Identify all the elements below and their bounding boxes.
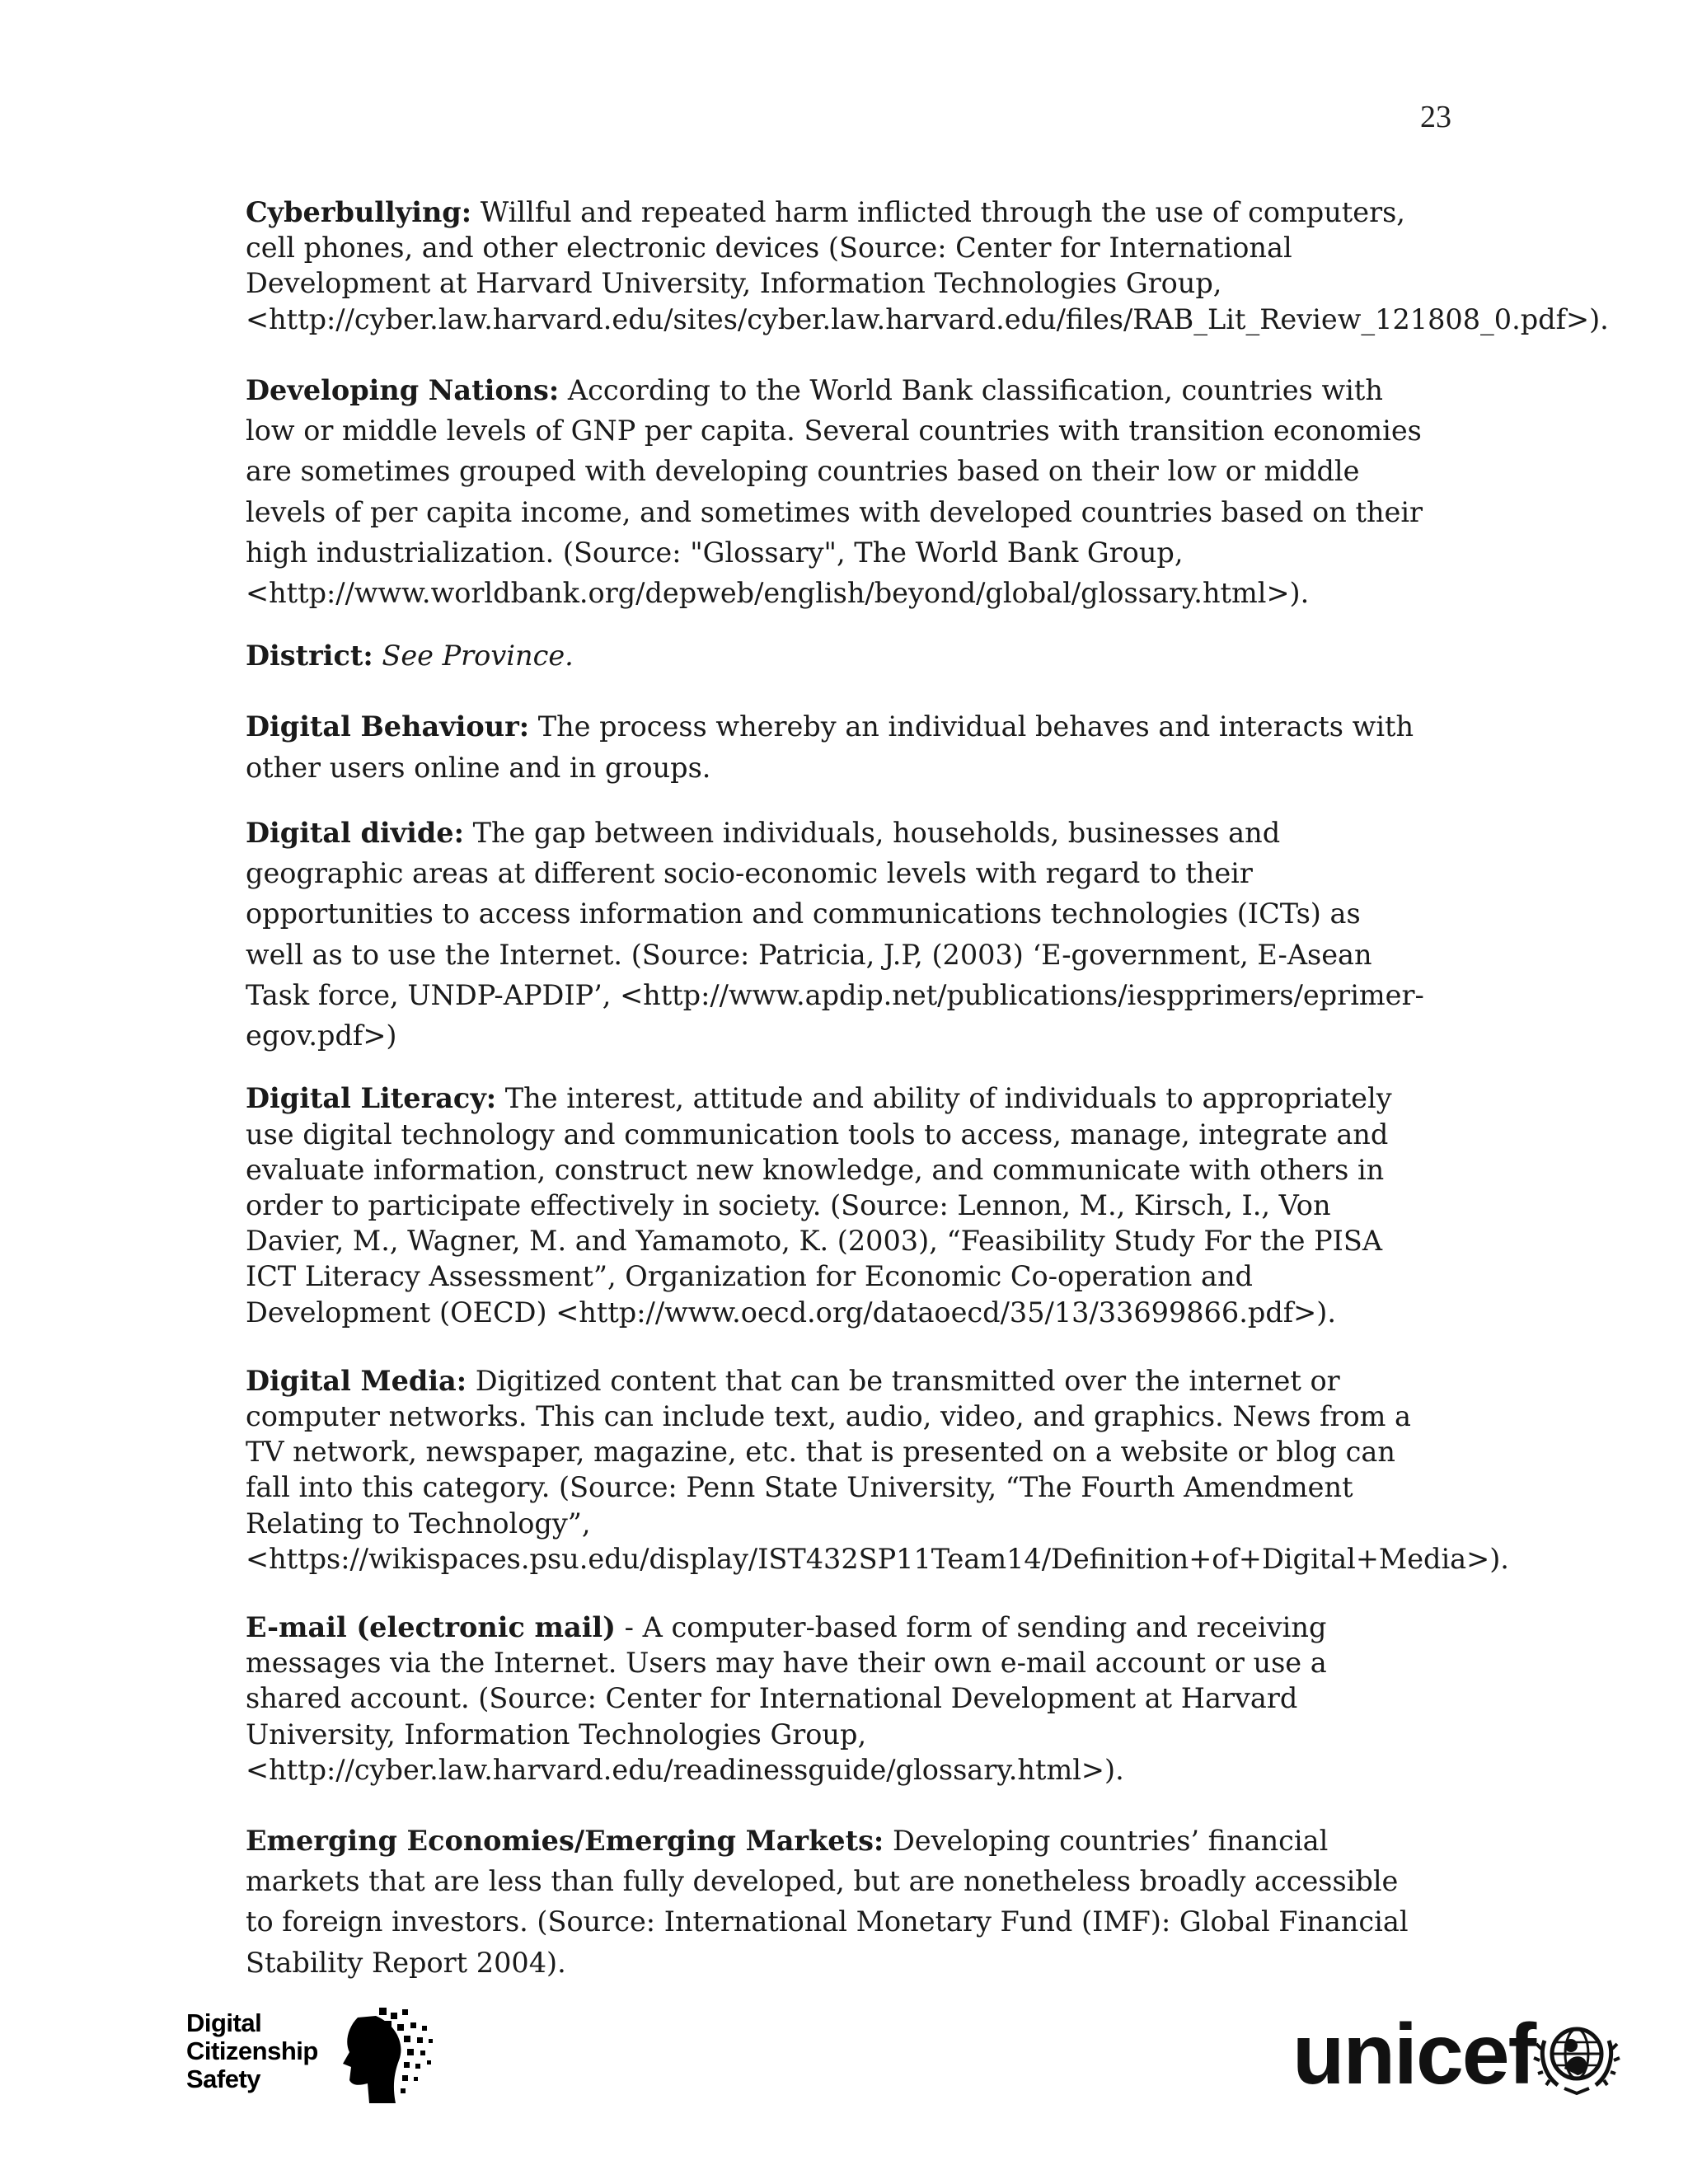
glossary-entry-emerging-economies (246, 1821, 1424, 1983)
glossary-term: E-mail (electronic mail) (246, 1610, 616, 1643)
glossary-definition: The process whereby an individual behaves and interacts with other users online and in groups. (246, 710, 1414, 784)
logo-wordmark (186, 2009, 318, 2093)
glossary-definition: Digitized content that can be transmitted over the internet or computer networks. This can include text, audio, video, and graphics. News from a TV network, newspaper, magazine, etc. that is presented on a website or blog can fall into this category. (Source: Penn State University, “The Fourth Amendment Relating to Technology”, <https://wikispaces.psu.edu/display/IST432SP11Team14/Definition+of+Digital+Media>). (246, 1364, 1509, 1575)
glossary-definition: See Province. (373, 640, 574, 673)
glossary-definition: Developing countries’ financial markets that are less than fully developed, but are nonetheless broadly accessible to foreign investors. (Source: International Monetary Fund (IMF): Global Financial Stability Report 2004). (246, 1824, 1409, 1979)
glossary-entry-digital-divide (246, 813, 1424, 1056)
glossary-entry-digital-behaviour (246, 706, 1424, 787)
glossary-term: Digital Behaviour: (246, 710, 530, 743)
glossary-definition: The gap between individuals, households, businesses and geographic areas at different socio-economic levels with regard to their opportunities to access information and communications technologies (ICTs) as well as to use the Internet. (Source: Patricia, J.P, (2003) ‘E-government, E-Asean Task force, UNDP-APDIP’, <http://www.apdip.net/publications/iespprimers/eprimer-egov.pdf>) (246, 816, 1424, 1052)
glossary-content (246, 194, 1609, 2008)
glossary-definition: The interest, attitude and ability of individuals to appropriately use digital technology and communication tools to access, manage, integrate and evaluate information, construct new knowledge, and communicate with others in order to participate effectively in society. (Source: Lennon, M., Kirsch, I., Von Davier, M., Wagner, M. and Yamamoto, K. (2003), “Feasibility Study For the PISA ICT Literacy Assessment”, Organization for Economic Co-operation and Development (OECD) <http://www.oecd.org/dataoecd/35/13/33699866.pdf>). (246, 1082, 1392, 1329)
unicef-logo (1292, 2007, 1639, 2110)
glossary-term: Digital Media: (246, 1364, 467, 1397)
glossary-term: District: (246, 640, 373, 673)
glossary-entry-district (246, 638, 1424, 673)
glossary-entry-developing-nations (246, 370, 1424, 613)
head-profile-pixel-icon (325, 2001, 440, 2116)
glossary-term: Emerging Economies/Emerging Markets: (246, 1824, 884, 1857)
glossary-term: Cyberbullying: (246, 196, 472, 228)
glossary-entry-digital-literacy (246, 1080, 1424, 1329)
glossary-term: Digital divide: (246, 816, 464, 849)
digital-citizenship-safety-logo (186, 2001, 434, 2116)
glossary-definition: - A computer-based form of sending and receiving messages via the Internet. Users may have their own e-mail account or use a shared account. (Source: Center for International Development at Harvard University, Information Technologies Group, <http://cyber.law.harvard.edu/readinessguide/glossary.html>). (246, 1610, 1327, 1786)
glossary-entry-cyberbullying (246, 194, 1609, 337)
glossary-term: Digital Literacy: (246, 1082, 497, 1115)
glossary-entry-digital-media (246, 1363, 1509, 1577)
logo-line: Safety (186, 2064, 261, 2093)
glossary-term: Developing Nations: (246, 373, 560, 406)
logo-line: Digital (186, 2008, 262, 2037)
logo-line: Citizenship (186, 2036, 318, 2065)
glossary-definition: According to the World Bank classification, countries with low or middle levels of GNP per capita. Several countries with transition economies are sometimes grouped with developing countries based on their low or middle levels of per capita income, and sometimes with developed countries based on their high industrialization. (Source: "Glossary", The World Bank Group, <http://www.worldbank.org/depweb/english/beyond/global/glossary.html>). (246, 373, 1423, 609)
unicef-wordmark: unicef (1292, 2007, 1536, 2102)
page-number: 23 (1420, 100, 1451, 134)
unicef-globe-emblem-icon (1531, 2016, 1622, 2098)
glossary-entry-email (246, 1610, 1424, 1788)
glossary-definition: Willful and repeated harm inflicted through the use of computers, cell phones, and other electronic devices (Source: Center for International Development at Harvard University, Information Technologies Group, <http://cyber.law.harvard.edu/sites/cyber.law.harvard.edu/files/RAB_Lit_Review_121808_0.pdf>). (246, 196, 1609, 335)
